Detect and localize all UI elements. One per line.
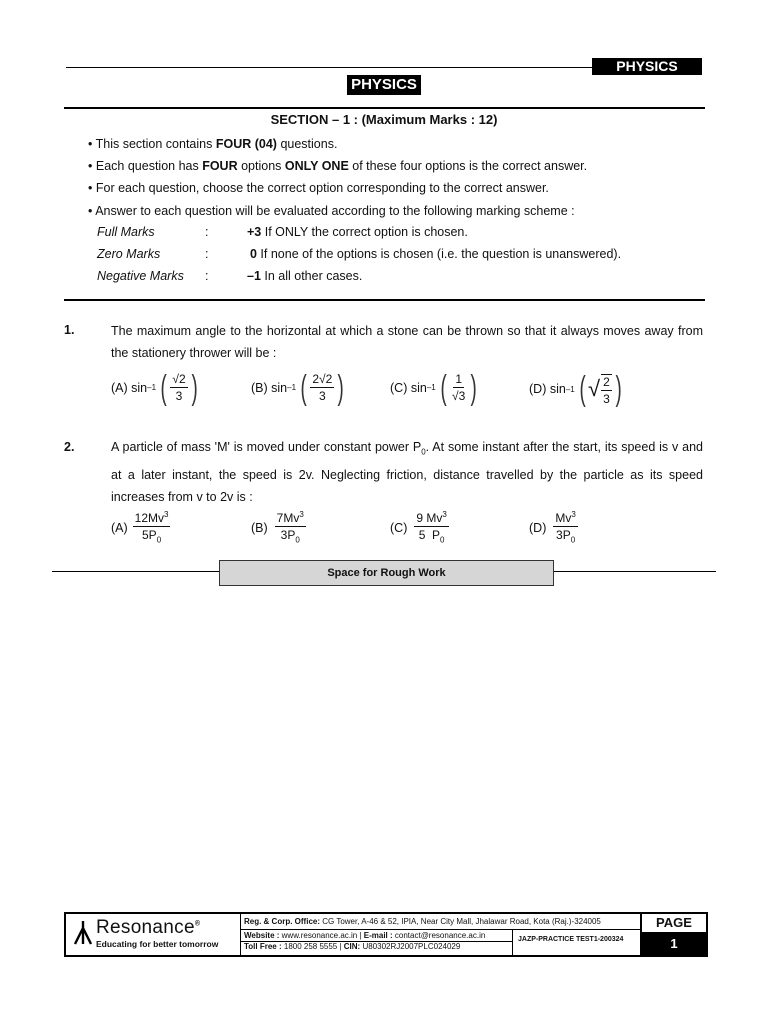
left-paren-icon: (	[300, 368, 307, 407]
rough-work-rule-left	[52, 571, 220, 572]
brand-name: Resonance®	[96, 917, 201, 938]
question-2-number: 2.	[64, 440, 75, 454]
page-label: PAGE	[656, 915, 692, 930]
fraction: $\frac{7Mv^3}{3P_0}$	[276, 510, 304, 545]
instruction-3: • For each question, choose the correct option corresponding to the correct answer.	[88, 181, 549, 195]
fraction: $\frac{√2}{3}$	[172, 372, 186, 403]
bullet-icon: •	[88, 137, 93, 151]
instruction-4: • Answer to each question will be evaluated according to the following marking scheme :	[88, 204, 575, 218]
resonance-logo-icon	[72, 920, 94, 946]
rough-work-rule-right	[553, 571, 716, 572]
fraction: $\frac{2}{3}$	[603, 375, 610, 406]
scheme-negative-marks: Negative Marks : –1 In all other cases.	[97, 269, 363, 283]
right-paren-icon: )	[191, 368, 198, 407]
footer-office: Reg. & Corp. Office: CG Tower, A-46 & 52, IPIA, Near City Mall, Jhalawar Road, Kota (Raj.)-324005	[244, 917, 601, 926]
scheme-full-marks: Full Marks : +3 If ONLY the correct option is chosen.	[97, 225, 468, 239]
question-1-option-b[interactable]: (B) sin –1 ( $\frac{2√2}{3}$ )	[251, 368, 345, 407]
fraction: $\frac{9 Mv^3}{5 P_0}$	[416, 510, 447, 545]
footer-website: Website : www.resonance.ac.in | E-mail : contact@resonance.ac.in	[244, 931, 486, 940]
question-2-option-d[interactable]: (D) $\frac{Mv^3}{3P_0}$	[529, 508, 579, 547]
instruction-1: • This section contains FOUR (04) questions.	[88, 137, 338, 151]
bullet-icon: •	[88, 159, 93, 173]
header-rule	[66, 67, 594, 68]
test-code: JAZP-PRACTICE TEST1-200324	[518, 936, 624, 943]
bullet-icon: •	[88, 181, 93, 195]
footer	[64, 912, 708, 957]
question-1-option-c[interactable]: (C) sin –1 ( $\frac{1}{√3}$ )	[390, 368, 478, 407]
question-2-option-c[interactable]: (C) $\frac{9 Mv^3}{5 P_0}$	[390, 508, 450, 547]
subject-tag: PHYSICS	[592, 58, 702, 75]
right-paren-icon: )	[470, 368, 478, 407]
bullet-icon: •	[88, 204, 93, 218]
page-number: 1	[642, 932, 706, 955]
fraction: $\frac{1}{√3}$	[452, 372, 466, 403]
rough-work-box: Space for Rough Work	[219, 560, 554, 586]
section-bottom-rule	[64, 299, 705, 301]
left-paren-icon: (	[160, 368, 167, 407]
question-1-number: 1.	[64, 323, 75, 337]
radical-icon: √	[588, 376, 601, 401]
footer-rule	[240, 929, 640, 930]
fraction: $\frac{12Mv^3}{5P_0}$	[134, 510, 169, 545]
question-1-text: The maximum angle to the horizontal at which a stone can be thrown so that it always moves away from the stationery thrower will be :	[111, 324, 703, 360]
page-title: PHYSICS	[347, 75, 421, 95]
question-1-option-d[interactable]: (D) sin –1 ( √ $\frac{2}{3}$ )	[529, 370, 622, 408]
section-top-rule	[64, 107, 705, 109]
footer-tollfree: Toll Free : 1800 258 5555 | CIN: U80302RJ2007PLC024029	[244, 942, 461, 951]
question-2-option-b[interactable]: (B) $\frac{7Mv^3}{3P_0}$	[251, 508, 307, 547]
scheme-zero-marks: Zero Marks : 0 If none of the options is chosen (i.e. the question is unanswered).	[97, 247, 622, 261]
section-title: SECTION – 1 : (Maximum Marks : 12)	[270, 112, 498, 127]
question-2-text: A particle of mass 'M' is moved under constant power $P_0$. At some instant after the start, its speed is v and at a later instant, the speed is 2v. Neglecting friction, distance travelled by the particle as its speed increases from v to 2v is :	[111, 440, 703, 504]
brand-tagline: Educating for better tomorrow	[96, 939, 219, 949]
question-1-option-a[interactable]: (A) sin –1 ( $\frac{√2}{3}$ )	[111, 368, 198, 407]
right-paren-icon: )	[615, 370, 622, 408]
footer-divider	[512, 929, 513, 955]
left-paren-icon: (	[579, 370, 586, 408]
fraction: $\frac{2√2}{3}$	[312, 372, 333, 403]
fraction: $\frac{Mv^3}{3P_0}$	[555, 510, 576, 545]
brand-logo	[66, 914, 241, 955]
question-2-option-a[interactable]: (A) $\frac{12Mv^3}{5P_0}$	[111, 508, 171, 547]
right-paren-icon: )	[337, 368, 345, 407]
instruction-2: • Each question has FOUR options ONLY ONE of these four options is the correct answer.	[88, 159, 588, 173]
left-paren-icon: (	[440, 368, 447, 407]
